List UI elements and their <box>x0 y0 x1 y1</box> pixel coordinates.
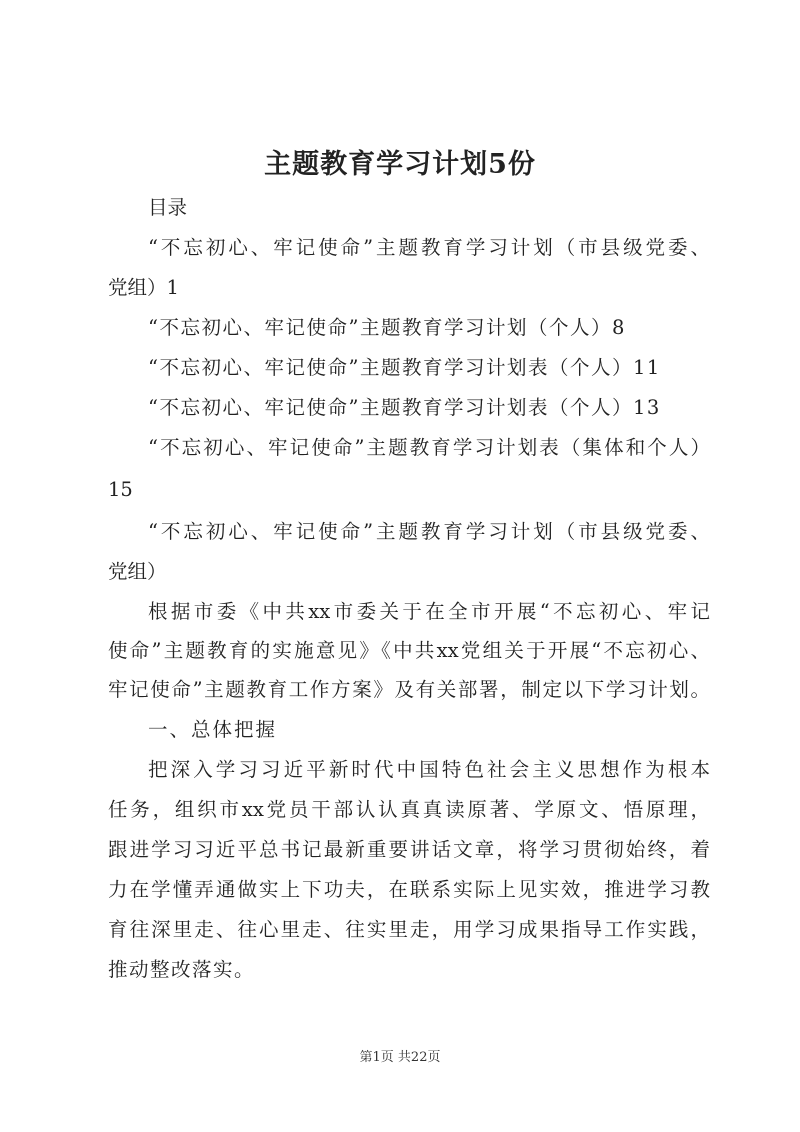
toc-entry: “不忘初心、牢记使命”主题教育学习计划表（个人）11 <box>148 356 661 379</box>
paragraph-line: 跟进学习习近平总书记最新重要讲话文章，将学习贯彻始终，着 <box>108 838 710 861</box>
toc-entry-continued: 15 <box>108 478 133 501</box>
paragraph-line: 把深入学习习近平新时代中国特色社会主义思想作为根本 <box>148 758 710 781</box>
paragraph-line: 根据市委《中共xx市委关于在全市开展“不忘初心、牢记 <box>148 600 710 623</box>
paragraph-line: 力在学懂弄通做实上下功夫，在联系实际上见实效，推进学习教 <box>108 878 710 901</box>
toc-entry: “不忘初心、牢记使命”主题教育学习计划表（个人）13 <box>148 396 661 419</box>
subheading: 一、总体把握 <box>148 718 278 741</box>
paragraph-line: 任务，组织市xx党员干部认认真真读原著、学原文、悟原理， <box>108 798 710 821</box>
section-heading-continued: 党组） <box>108 560 167 583</box>
toc-entry-continued: 党组）1 <box>108 276 179 299</box>
toc-heading: 目录 <box>148 196 188 219</box>
toc-entry: “不忘初心、牢记使命”主题教育学习计划（市县级党委、 <box>148 236 710 259</box>
toc-entry: “不忘初心、牢记使命”主题教育学习计划表（集体和个人） <box>148 436 710 459</box>
page-footer: 第1页 共22页 <box>359 1050 441 1065</box>
paragraph-line: 牢记使命”主题教育工作方案》及有关部署，制定以下学习计划。 <box>108 678 710 701</box>
document-title: 主题教育学习计划5份 <box>264 149 536 180</box>
section-heading: “不忘初心、牢记使命”主题教育学习计划（市县级党委、 <box>148 520 710 543</box>
paragraph-line: 推动整改落实。 <box>108 958 256 981</box>
toc-entry: “不忘初心、牢记使命”主题教育学习计划（个人）8 <box>148 316 626 339</box>
paragraph-line: 育往深里走、往心里走、往实里走，用学习成果指导工作实践， <box>108 918 710 941</box>
paragraph-line: 使命”主题教育的实施意见》《中共xx党组关于开展“不忘初心、 <box>108 639 710 662</box>
